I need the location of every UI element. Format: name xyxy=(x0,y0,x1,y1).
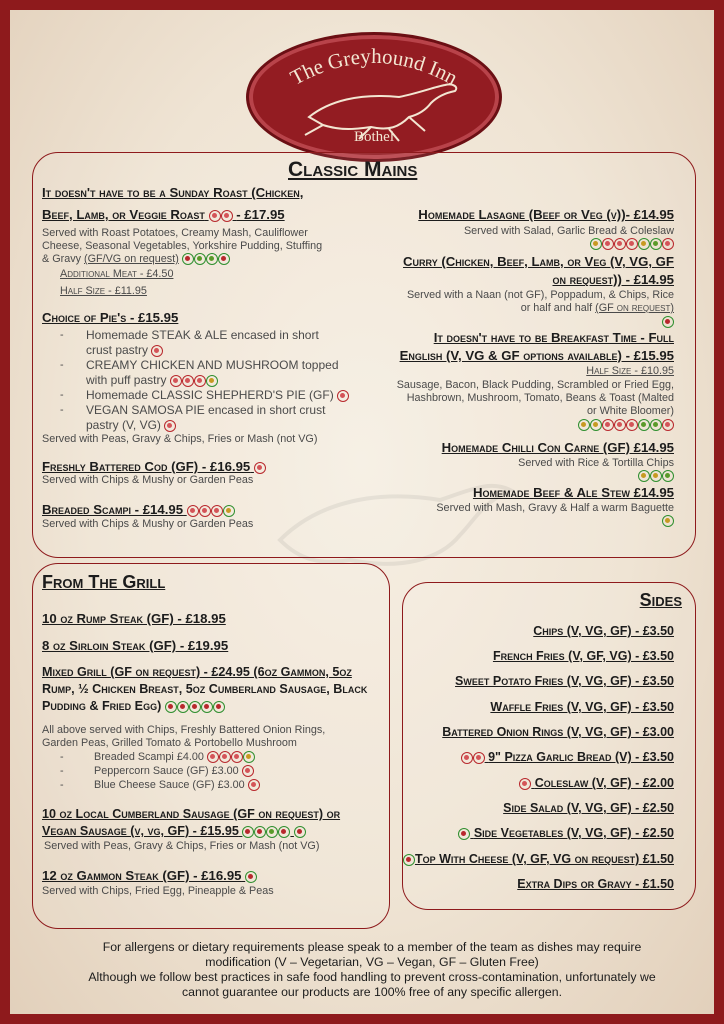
footer-line-4: cannot guarantee our products are 100% free of any specific allergen. xyxy=(181,985,563,999)
egg-icon xyxy=(626,419,638,431)
breakfast-half: Half Size - £10.95 xyxy=(586,365,674,377)
egg-icon xyxy=(231,751,243,763)
gluten-icon xyxy=(602,419,614,431)
side-item-vegetables: Side Vegetables (V, VG, GF) - £2.50 xyxy=(458,826,674,840)
curry-desc-2: or half and half (GF on request) xyxy=(520,302,674,314)
curry-allergens xyxy=(662,316,674,328)
meat-icon xyxy=(218,253,230,265)
vegetarian-icon xyxy=(650,238,662,250)
celery-icon xyxy=(662,515,674,527)
breakfast-title-2: English (V, VG & GF options available) - £15.95 xyxy=(399,348,674,363)
milk-icon xyxy=(337,390,349,402)
meat-icon xyxy=(278,826,290,838)
curry-desc-1: Served with a Naan (not GF), Poppadum, & Chips, Rice xyxy=(406,289,674,301)
milk-icon xyxy=(473,752,485,764)
milk-icon xyxy=(254,826,266,838)
mustard-icon xyxy=(213,701,225,713)
grill-desc-1: All above served with Chips, Freshly Battered Onion Rings, xyxy=(42,724,326,736)
lasagne-title: Homemade Lasagne (Beef or Veg (v))- £14.95 xyxy=(418,207,674,222)
egg-icon xyxy=(519,778,531,790)
pie-4b: pastry (V, VG) xyxy=(86,418,176,432)
mixed-grill-2: Rump, ½ Chicken Breast, 5oz Cumberland Sausage, Black xyxy=(42,682,368,696)
pie-2b: with puff pastry xyxy=(86,373,218,387)
curry-title-1: Curry (Chicken, Beef, Lamb, or Veg (V, VG, GF xyxy=(403,254,674,269)
side-item: Battered Onion Rings (V, VG, GF) - £3.00 xyxy=(442,725,674,739)
meat-icon xyxy=(662,419,674,431)
sunday-extra-meat: Additional Meat - £4.50 xyxy=(60,268,174,280)
breakfast-title-1: It doesn't have to be Breakfast Time - Full xyxy=(433,330,674,345)
celery-icon xyxy=(638,470,650,482)
gluten-icon xyxy=(662,316,674,328)
mixed-grill-1: Mixed Grill (GF on request) - £24.95 (6oz Gammon, 5oz xyxy=(42,665,352,679)
gluten-icon xyxy=(207,751,219,763)
chilli-served: Served with Rice & Tortilla Chips xyxy=(518,457,674,469)
breakfast-allergens xyxy=(578,419,674,431)
no-gluten-icon xyxy=(209,210,221,222)
pie-4: VEGAN SAMOSA PIE encased in short crust xyxy=(86,403,326,417)
lasagne-served: Served with Salad, Garlic Bread & Coleslaw xyxy=(463,225,674,237)
sunday-desc-3: & Gravy (GF/VG on request) xyxy=(42,253,230,265)
celery-icon xyxy=(578,419,590,431)
meat-icon xyxy=(245,871,257,883)
side-item: Side Salad (V, VG, GF) - £2.50 xyxy=(503,801,674,815)
scampi-served: Served with Chips & Mushy or Garden Peas xyxy=(42,518,254,530)
side-item: French Fries (V, GF, VG) - £3.50 xyxy=(492,649,674,663)
meat-icon xyxy=(221,210,233,222)
breakfast-desc-1: Sausage, Bacon, Black Pudding, Scrambled or Fried Egg, xyxy=(396,379,674,391)
gluten-icon xyxy=(461,752,473,764)
svg-text:The Greyhound Inn: The Greyhound Inn xyxy=(286,43,462,90)
grill-extra-1: Breaded Scampi £4.00 xyxy=(94,751,255,763)
sunday-roast-title-1: It doesn't have to be a Sunday Roast (Chicken, xyxy=(42,185,304,200)
cod-served: Served with Chips & Mushy or Garden Peas xyxy=(42,474,254,486)
pie-title: Choice of Pie's - £15.95 xyxy=(42,310,179,325)
logo-subtitle: Bothel xyxy=(354,129,394,145)
mustard-icon xyxy=(223,505,235,517)
breakfast-desc-2: Hashbrown, Mushroom, Tomato, Beans & Toast (Malted xyxy=(406,392,674,404)
classic-mains-title: Classic Mains xyxy=(288,158,418,181)
grill-extra-2: Peppercorn Sauce (GF) £3.00 xyxy=(94,765,254,777)
stew-served: Served with Mash, Gravy & Half a warm Baguette xyxy=(436,502,674,514)
menu-page: The Greyhound Inn Bothel Classic Mains It doesn't have to be a Sunday Roast (Chicken, Beef, Lamb, or Veggie Roast - £17.95 Served with Roast Potatoes, Creamy Mash, Cauliflower Cheese, Seasonal Vegetables, Yorkshire Pudding, Stuffing & Gravy (GF/VG on request) Additional Meat - £4.50 Half Size - £11.95 Choice of Pie's - £15.95 - Homemade STEAK & ALE encased in short crust pastry - CREAMY CHICKEN AND MUSHROOM topped with puff pastry - Homemade CLASSIC SHEPHERD'S PIE (GF) - VEGAN SAMOSA PIE encased in short crust pastry (V, VG) Served with Peas, Gravy & Chips, Fries or Mash (not VG) Freshly Battered Cod (GF) - £16.95 Served with Chips & Mushy or Garden Peas Breaded Scampi - £14.95 Served with Chips & Mushy or Garden Peas Homemade Lasagne (Beef or Veg (v))- £14.95 Served with Salad, Garlic Bread & Coleslaw Curry (Chicken, Beef, Lamb, or Veg (V, VG, GF on request)) - £14.95 Served with a Naan (not GF), Poppadum, & Chips, Rice or half and half (GF on request) It doesn't have to be Breakfast Time - Full English (V, VG & GF options available) - £15.95 Half Size - £10.95 Sausage, Bacon, Black Pudding, Scrambled or Fried Egg, Hashbrown, Mushroom, Tomato, Beans & Toast (Malted or White Bloomer) Homemade Chilli Con Carne (GF) £14.95 Served with Rice & Tortilla Chips Homemade Beef & Ale Stew £14.95 Served with Mash, Gravy & Half a warm Baguette From The Grill 10 oz Rump Steak (GF) - £18.95 8 oz Sirloin Steak (GF) - £19.95 Mixed Grill (GF on request) - £24.95 (6oz Gammon, 5oz Rump, ½ Chicken Breast, 5oz Cumberland Sausage, Black Pudding & Fried Egg) All above served with Chips, Freshly Battered Onion Rings, Garden Peas, Grilled Tomato & Portobello Mushroom - Breaded Scampi £4.00 - Peppercorn Sauce (GF) £3.00 - Blue Cheese Sauce (GF) £3.00 10 oz Local Cumberland Sausage (GF on request) or Vegan Sausage (v, vg, GF) - £15.95 Served with Peas, Gravy & Chips, Fries or Mash (not VG) 12 oz Gammon Steak (GF) - £16.95 Served with Chips, Fried Egg, Pineapple & Peas Sides Chips (V, VG, GF) - £3.50 French Fries (V, GF, VG) - £3.50 Sweet Potato Fries (V, VG, GF) - £3.50 Waffle Fries (V, VG, GF) - £3.50 Battered Onion Rings (V, VG, GF) - £3.00 9" Pizza Garlic Bread (V) - £3.50 Coleslaw (V, GF) - £2.00 Side Salad (V, VG, GF) - £2.50 Side Vegetables (V, VG, GF) - £2.50 Top With Cheese (V, GF, VG on request) £1.50 Extra Dips or Gravy - £1.50 For allergens or dietary requirements please speak to a member of the team as dishes may require modification (V – Vegetarian, VG – Vegan, GF – Gluten Free) Although we follow best practices in safe food handling to prevent cross-contamination, unfortunately we cannot guarantee our products are 100% free of any specific allergen. xyxy=(10,10,714,1014)
gammon-served: Served with Chips, Fried Egg, Pineapple & Peas xyxy=(42,885,274,897)
grill-extra-3: Blue Cheese Sauce (GF) £3.00 xyxy=(94,779,260,791)
sausage-1: 10 oz Local Cumberland Sausage (GF on request) or xyxy=(42,807,341,821)
breakfast-desc-3: or White Bloomer) xyxy=(587,405,674,417)
side-item-garlic-bread: 9" Pizza Garlic Bread (V) - £3.50 xyxy=(461,750,674,764)
crustacean-icon xyxy=(199,505,211,517)
gluten-icon xyxy=(602,238,614,250)
side-item: Sweet Potato Fries (V, VG, GF) - £3.50 xyxy=(455,674,674,688)
gluten-icon xyxy=(242,826,254,838)
chilli-allergens xyxy=(638,470,674,482)
side-item-coleslaw: Coleslaw (V, GF) - £2.00 xyxy=(519,776,674,790)
sunday-half-size: Half Size - £11.95 xyxy=(60,285,147,297)
vegan-icon xyxy=(266,826,278,838)
sausage-2: Vegan Sausage (v, vg, GF) - £15.95 xyxy=(42,824,306,838)
milk-icon xyxy=(248,779,260,791)
celery-icon xyxy=(590,238,602,250)
mustard-icon xyxy=(243,751,255,763)
gluten-icon xyxy=(170,375,182,387)
meat-icon xyxy=(662,238,674,250)
side-item: Waffle Fries (V, VG, GF) - £3.50 xyxy=(490,700,674,714)
sunday-desc-2: Cheese, Seasonal Vegetables, Yorkshire Pudding, Stuffing xyxy=(42,240,323,252)
milk-icon xyxy=(242,765,254,777)
vegan-icon xyxy=(638,419,650,431)
fish-icon xyxy=(254,462,266,474)
meat-icon xyxy=(165,701,177,713)
gluten-icon xyxy=(151,345,163,357)
footer-line-1: For allergens or dietary requirements please speak to a member of the team as dishes may require xyxy=(102,940,642,954)
mustard-icon xyxy=(638,238,650,250)
side-item-cheese: Top With Cheese (V, GF, VG on request) £1.50 xyxy=(403,852,674,866)
sirloin-steak: 8 oz Sirloin Steak (GF) - £19.95 xyxy=(42,638,229,653)
vegan-icon xyxy=(194,253,206,265)
egg-icon xyxy=(201,701,213,713)
milk-icon xyxy=(614,419,626,431)
greyhound-logo xyxy=(246,32,502,162)
gammon-steak: 12 oz Gammon Steak (GF) - £16.95 xyxy=(42,868,257,883)
milk-icon xyxy=(403,854,415,866)
pie-1: Homemade STEAK & ALE encased in short xyxy=(86,328,319,342)
side-item: Chips (V, VG, GF) - £3.50 xyxy=(533,624,674,638)
gluten-icon xyxy=(177,701,189,713)
egg-icon xyxy=(626,238,638,250)
lasagne-allergens xyxy=(590,238,674,250)
grill-title: From The Grill xyxy=(42,572,166,592)
curry-title-2: on request)) - £14.95 xyxy=(552,272,674,287)
mustard-icon xyxy=(650,470,662,482)
pie-1b: crust pastry xyxy=(86,343,163,357)
stew-title: Homemade Beef & Ale Stew £14.95 xyxy=(472,485,674,500)
footer-line-2: modification (V – Vegetarian, VG – Vegan, GF – Gluten Free) xyxy=(205,955,539,969)
milk-icon xyxy=(458,828,470,840)
scampi-title: Breaded Scampi - £14.95 xyxy=(42,502,235,517)
sides-title: Sides xyxy=(639,590,682,610)
sausage-served: Served with Peas, Gravy & Chips, Fries or Mash (not VG) xyxy=(44,840,320,852)
rump-steak: 10 oz Rump Steak (GF) - £18.95 xyxy=(42,611,226,626)
pie-served: Served with Peas, Gravy & Chips, Fries or Mash (not VG) xyxy=(42,433,318,445)
sausage-icon xyxy=(294,826,306,838)
grill-desc-2: Garden Peas, Grilled Tomato & Portobello Mushroom xyxy=(42,737,297,749)
sulphite-icon xyxy=(662,470,674,482)
egg-icon xyxy=(194,375,206,387)
cod-title: Freshly Battered Cod (GF) - £16.95 xyxy=(42,459,266,474)
vegetarian-icon xyxy=(206,253,218,265)
gluten-icon xyxy=(187,505,199,517)
mustard-icon xyxy=(590,419,602,431)
milk-icon xyxy=(614,238,626,250)
celery-icon xyxy=(206,375,218,387)
gluten-icon xyxy=(164,420,176,432)
mixed-grill-3: Pudding & Fried Egg) xyxy=(42,699,225,713)
milk-icon xyxy=(189,701,201,713)
side-item: Extra Dips or Gravy - £1.50 xyxy=(517,877,674,891)
stew-allergens xyxy=(662,515,674,527)
sunday-desc-1: Served with Roast Potatoes, Creamy Mash, Cauliflower xyxy=(42,227,308,239)
vegetarian-icon xyxy=(650,419,662,431)
pie-3: Homemade CLASSIC SHEPHERD'S PIE (GF) xyxy=(86,388,349,402)
milk-icon xyxy=(182,375,194,387)
sunday-roast-title-2: Beef, Lamb, or Veggie Roast - £17.95 xyxy=(42,207,285,222)
milk-icon xyxy=(182,253,194,265)
crustacean-icon xyxy=(219,751,231,763)
footer-line-3: Although we follow best practices in safe food handling to prevent cross-contamination, unfortunately we xyxy=(88,970,656,984)
chilli-title: Homemade Chilli Con Carne (GF) £14.95 xyxy=(441,440,674,455)
egg-icon xyxy=(211,505,223,517)
pie-2: CREAMY CHICKEN AND MUSHROOM topped xyxy=(86,358,339,372)
